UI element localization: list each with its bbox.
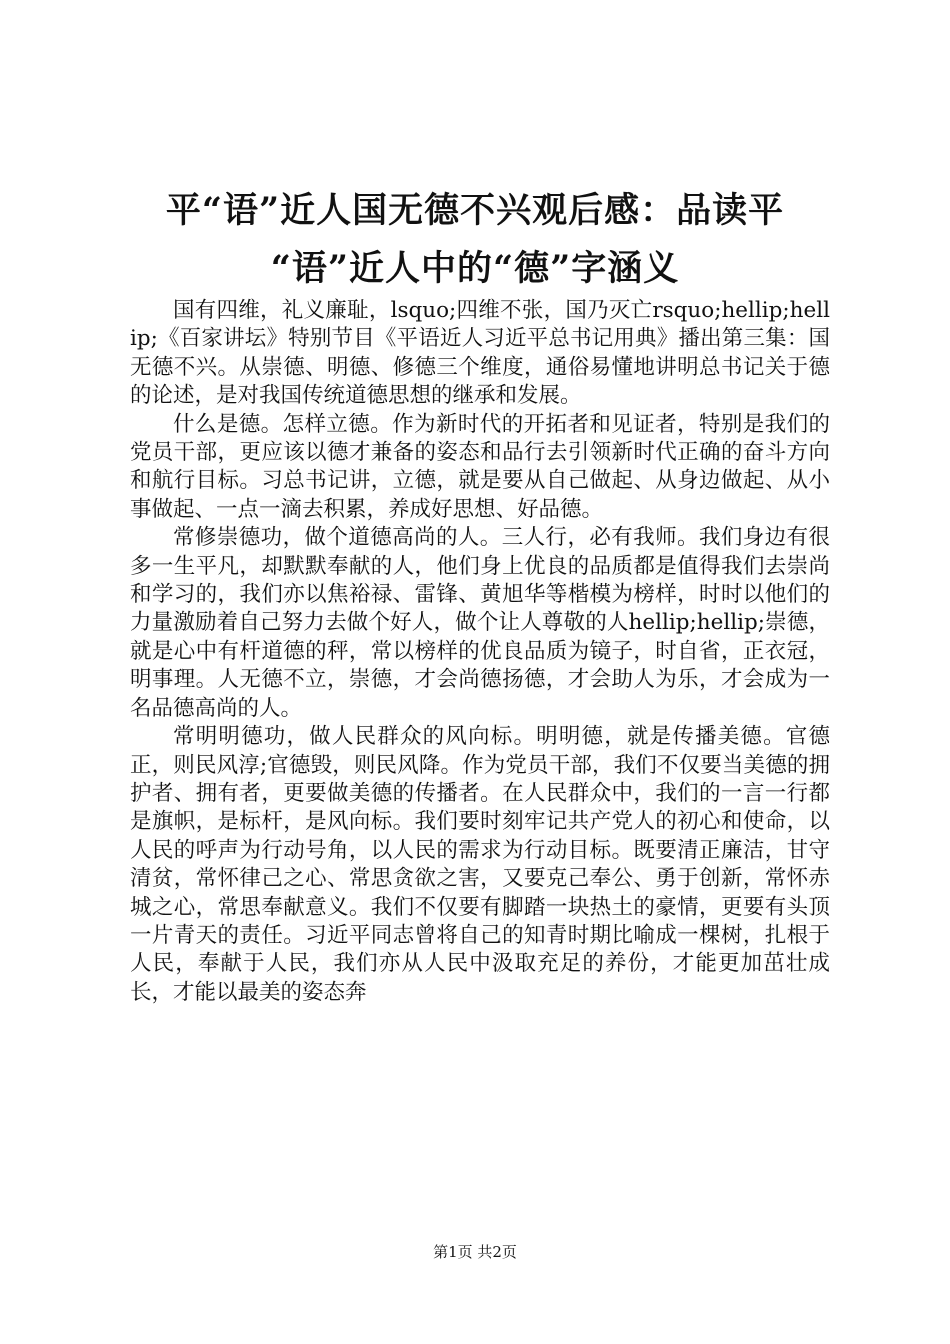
paragraph-1: 国有四维，礼义廉耻，lsquo;四维不张，国乃灭亡rsquo;hellip;hellip;《百家讲坛》特别节目《平语近人习近平总书记用典》播出第三集：国无德不兴。从崇德、明德、修德三个维度，通俗易懂地讲明总书记关于德的论述，是对我国传统道德思想的继承和发展。 — [130, 298, 830, 409]
document-title — [80, 182, 870, 298]
paragraph-3: 常修崇德功，做个道德高尚的人。三人行，必有我师。我们身边有很多一生平凡，却默默奉献的人，他们身上优良的品质都是值得我们去崇尚和学习的，我们亦以焦裕禄、雷锋、黄旭华等楷模为榜样，时时以他们的力量激励着自己努力去做个好人，做个让人尊敬的人hellip;hellip;崇德，就是心中有杆道德的秤，常以榜样的优良品质为镜子，时自省，正衣冠，明事理。人无德不立，崇德，才会尚德扬德，才会助人为乐，才会成为一名品德高尚的人。 — [130, 525, 830, 721]
title-line-1: 平“语”近人国无德不兴观后感：品读平 — [165, 190, 785, 231]
title-line-2: “语”近人中的“德”字涵义 — [270, 248, 680, 289]
paragraph-4: 常明明德功，做人民群众的风向标。明明德，就是传播美德。官德正，则民风淳;官德毁，则民风降。作为党员干部，我们不仅要当美德的拥护者、拥有者，更要做美德的传播者。在人民群众中，我们的一言一行都是旗帜，是标杆，是风向标。我们要时刻牢记共产党人的初心和使命，以人民的呼声为行动号角，以人民的需求为行动目标。既要清正廉洁，甘守清贫，常怀律己之心、常思贪欲之害，又要克己奉公、勇于创新，常怀赤城之心，常思奉献意义。我们不仅要有脚踏一块热土的豪情，更要有头顶一片青天的责任。习近平同志曾将自己的知青时期比喻成一棵树，扎根于人民，奉献于人民，我们亦从人民中汲取充足的养份，才能更加茁壮成长，才能以最美的姿态奔 — [130, 724, 830, 1005]
page-number-footer: 第1页 共2页 — [433, 1243, 517, 1261]
paragraph-2: 什么是德。怎样立德。作为新时代的开拓者和见证者，特别是我们的党员干部，更应该以德才兼备的姿态和品行去引领新时代正确的奋斗方向和航行目标。习总书记讲，立德，就是要从自己做起、从身边做起、从小事做起、一点一滴去积累，养成好思想、好品德。 — [130, 411, 830, 522]
document-body — [130, 297, 830, 1007]
